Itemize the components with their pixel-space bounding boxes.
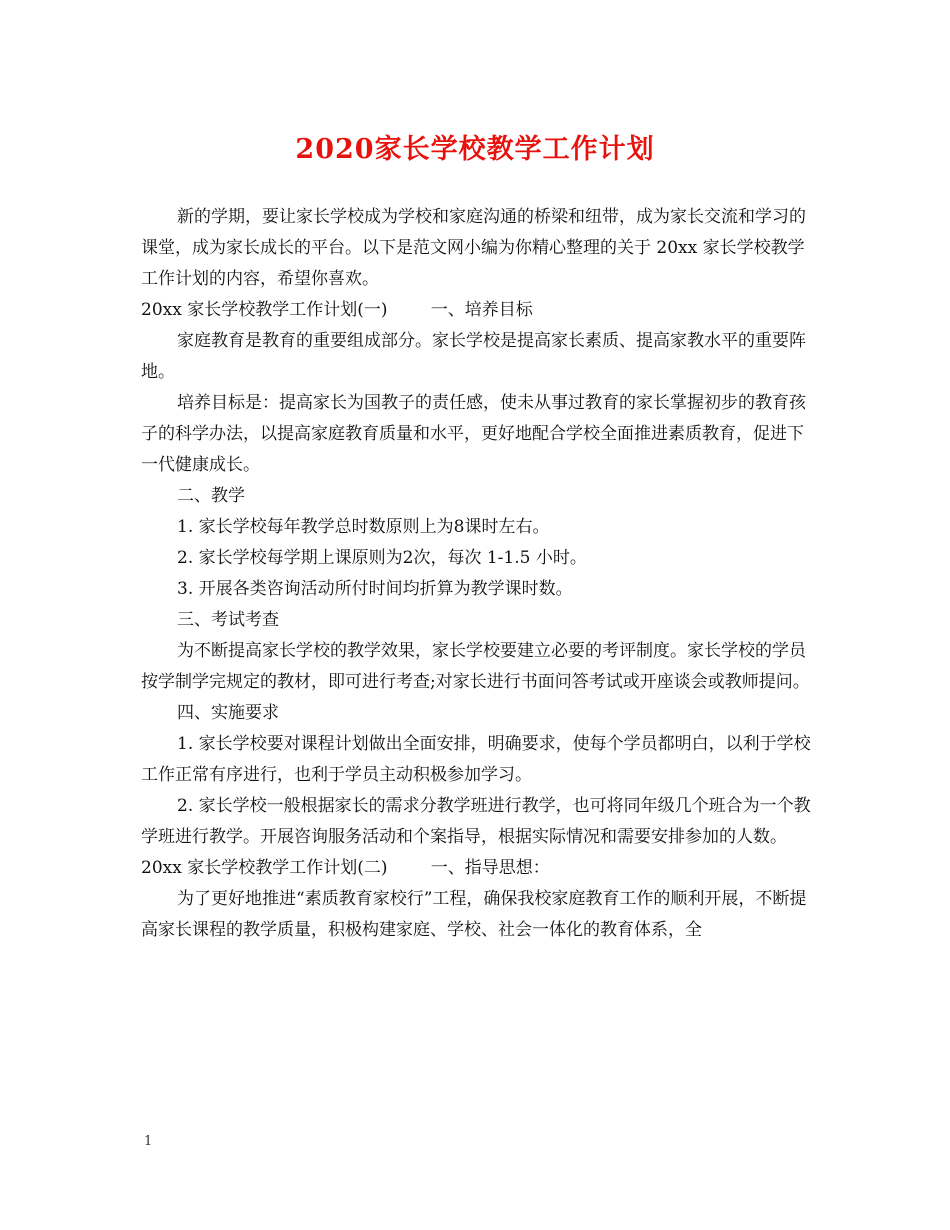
paragraph-family-education: 家庭教育是教育的重要组成部分。家长学校是提高家长素质、提高家教水平的重要阵地。 (141, 331, 806, 382)
list-item-requirement-1: 1. 家长学校要对课程计划做出全面安排，明确要求，使每个学员都明白，以利于学校工作正常有序进行，也利于学员主动积极参加学习。 (141, 734, 811, 785)
paragraph-intro: 新的学期，要让家长学校成为学校和家庭沟通的桥梁和纽带，成为家长交流和学习的课堂，成为家长成长的平台。以下是范文网小编为你精心整理的关于 20xx 家长学校教学工作计划的内容，希望你喜欢。 (141, 207, 806, 289)
section-heading-plan-1: 20xx 家长学校教学工作计划(一) 一、培养目标 (141, 300, 533, 320)
heading-requirements: 四、实施要求 (177, 703, 279, 723)
list-item-teaching-3: 3. 开展各类咨询活动所付时间均折算为教学课时数。 (177, 579, 573, 599)
heading-exam: 三、考试考查 (177, 610, 279, 630)
paragraph-guiding-ideology: 为了更好地推进“素质教育家校行”工程，确保我校家庭教育工作的顺利开展，不断提高家长课程的教学质量，积极构建家庭、学校、社会一体化的教育体系，全 (141, 889, 807, 940)
heading-teaching: 二、教学 (177, 486, 245, 506)
list-item-teaching-2: 2. 家长学校每学期上课原则为2次，每次 1-1.5 小时。 (177, 548, 587, 568)
list-item-requirement-2: 2. 家长学校一般根据家长的需求分教学班进行教学，也可将同年级几个班合为一个教学班进行教学。开展咨询服务活动和个案指导，根据实际情况和需要安排参加的人数。 (141, 796, 811, 847)
document-body (141, 202, 814, 946)
paragraph-exam: 为不断提高家长学校的教学效果，家长学校要建立必要的考评制度。家长学校的学员按学制学完规定的教材，即可进行考查;对家长进行书面问答考试或开座谈会或教师提问。 (141, 641, 810, 692)
list-item-teaching-1: 1. 家长学校每年教学总时数原则上为8课时左右。 (177, 517, 550, 537)
section-heading-plan-2: 20xx 家长学校教学工作计划(二) 一、指导思想： (141, 858, 550, 878)
paragraph-training-goal: 培养目标是：提高家长为国教子的责任感，使未从事过教育的家长掌握初步的教育孩子的科学办法，以提高家庭教育质量和水平，更好地配合学校全面推进素质教育，促进下一代健康成长。 (141, 393, 806, 475)
document-title: 2020家长学校教学工作计划 (295, 134, 655, 165)
page-number: 1 (144, 1134, 153, 1149)
